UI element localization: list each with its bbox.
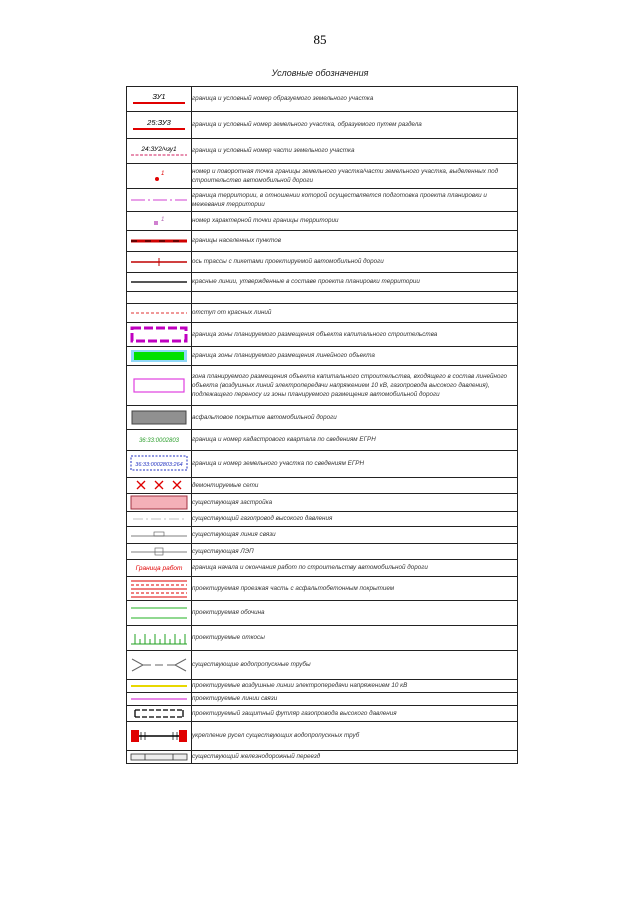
legend-description: существующая застройка	[192, 494, 518, 512]
symbol-cell	[127, 366, 192, 406]
legend-row	[127, 112, 518, 139]
symbol-cell	[127, 693, 192, 706]
projected-power-line-symbol	[127, 680, 191, 692]
legend-description: существующие водопропускные трубы	[192, 651, 518, 680]
legend-row	[127, 451, 518, 478]
legend-row	[127, 478, 518, 494]
legend-row	[127, 626, 518, 651]
legend-row	[127, 430, 518, 451]
symbol-cell	[127, 406, 192, 430]
legend-row	[127, 512, 518, 527]
symbol-label: Граница работ	[135, 565, 183, 572]
symbol-cell	[127, 680, 192, 693]
symbol-cell	[127, 231, 192, 252]
linear-zone-symbol	[127, 347, 191, 365]
symbol-cell	[127, 560, 192, 577]
symbol-cell	[127, 430, 192, 451]
symbol-cell	[127, 577, 192, 601]
works-boundary-symbol	[127, 560, 191, 576]
legend-row	[127, 751, 518, 764]
symbol-cell	[127, 478, 192, 494]
legend-row	[127, 87, 518, 112]
symbol-cell	[127, 292, 192, 304]
symbol-label: 1	[161, 217, 165, 223]
legend-description: проектируемые воздушные линии электропередачи напряжением 10 кВ	[192, 680, 518, 693]
symbol-cell	[127, 212, 192, 231]
legend-description: граница территории, в отношении которой осуществляется подготовка проекта планировки и межевания территории	[192, 189, 518, 212]
land-plot-symbol	[127, 87, 191, 111]
legend-description: проектируемая проезжая часть с асфальтобетонным покрытием	[192, 577, 518, 601]
legend-description: номер характерной точки границы территории	[192, 212, 518, 231]
symbol-cell	[127, 273, 192, 292]
territory-boundary-symbol	[127, 189, 191, 211]
legend-description: проектируемые откосы	[192, 626, 518, 651]
symbol-cell	[127, 252, 192, 273]
symbol-cell	[127, 323, 192, 347]
legend-description: существующая ЛЭП	[192, 544, 518, 560]
legend-row	[127, 722, 518, 751]
symbol-cell	[127, 544, 192, 560]
settlement-boundary-symbol	[127, 231, 191, 251]
existing-buildings-symbol	[127, 494, 191, 511]
relocation-zone-symbol	[127, 366, 191, 405]
symbol-cell	[127, 139, 192, 164]
legend-description: граница и условный номер части земельного участка	[192, 139, 518, 164]
legend-description: граница зоны планируемого размещения объекта капитального строительства	[192, 323, 518, 347]
culvert-symbol	[127, 651, 191, 679]
legend-description: существующий газопровод высокого давления	[192, 512, 518, 527]
symbol-cell	[127, 722, 192, 751]
legend-row	[127, 706, 518, 722]
plot-part-symbol	[127, 139, 191, 163]
legend-description: отступ от красных линий	[192, 304, 518, 323]
legend-row	[127, 601, 518, 626]
symbol-cell	[127, 601, 192, 626]
legend-row	[127, 252, 518, 273]
legend-description: граница начала и окончания работ по строительству автомобильной дороги	[192, 560, 518, 577]
legend-description: граница и номер земельного участка по сведениям ЕГРН	[192, 451, 518, 478]
protective-casing-symbol	[127, 706, 191, 721]
symbol-cell	[127, 189, 192, 212]
legend-description: проектируемая обочина	[192, 601, 518, 626]
legend-row	[127, 406, 518, 430]
legend-description: граница и номер кадастрового квартала по сведениям ЕГРН	[192, 430, 518, 451]
legend-row	[127, 323, 518, 347]
symbol-cell	[127, 706, 192, 722]
legend-description: существующий железнодорожный переезд	[192, 751, 518, 764]
legend-description: проектируемые линии связи	[192, 693, 518, 706]
legend-row	[127, 189, 518, 212]
legend-row	[127, 273, 518, 292]
legend-row	[127, 366, 518, 406]
power-line-symbol	[127, 544, 191, 559]
turning-point-symbol	[127, 164, 191, 188]
legend-description: граница и условный номер образуемого земельного участка	[192, 87, 518, 112]
symbol-cell	[127, 527, 192, 544]
dismantled-network-symbol	[127, 478, 191, 493]
legend-row	[127, 494, 518, 512]
symbol-cell	[127, 112, 192, 139]
symbol-label: 24:ЗУ2/чзу1	[141, 146, 177, 153]
symbol-cell	[127, 512, 192, 527]
symbol-cell	[127, 494, 192, 512]
legend-description: укрепление русел существующих водопропускных труб	[192, 722, 518, 751]
symbol-label: ЗУ1	[152, 92, 166, 101]
symbol-cell	[127, 304, 192, 323]
legend-row	[127, 560, 518, 577]
symbol-label: 25:ЗУ3	[147, 118, 171, 127]
legend-description: граница зоны планируемого размещения линейного объекта	[192, 347, 518, 366]
symbol-cell	[127, 347, 192, 366]
legend-row	[127, 347, 518, 366]
symbol-cell	[127, 451, 192, 478]
legend-description: красные линии, утвержденные в составе проекта планировки территории	[192, 273, 518, 292]
legend-description: существующая линия связи	[192, 527, 518, 544]
legend-description: ось трассы с пикетами проектируемой автомобильной дороги	[192, 252, 518, 273]
symbol-cell	[127, 626, 192, 651]
egrn-plot-symbol	[127, 451, 191, 477]
symbol-label: 36:33:0002803:264	[135, 462, 183, 468]
capital-zone-symbol	[127, 323, 191, 346]
legend-row	[127, 651, 518, 680]
legend-row	[127, 212, 518, 231]
symbol-cell	[127, 87, 192, 112]
legend-description: граница и условный номер земельного участка, образуемого путем раздела	[192, 112, 518, 139]
red-line-symbol	[127, 273, 191, 291]
territory-point-symbol	[127, 212, 191, 230]
channel-reinforcement-symbol	[127, 722, 191, 750]
legend-description: демонтируемые сети	[192, 478, 518, 494]
legend-row	[127, 527, 518, 544]
cadastral-quarter-symbol	[127, 430, 191, 450]
shoulder-symbol	[127, 601, 191, 625]
red-line-offset-symbol	[127, 304, 191, 322]
legend-description: границы населенных пунктов	[192, 231, 518, 252]
symbol-label: 36:33:0002803	[138, 438, 180, 444]
asphalt-symbol	[127, 406, 191, 429]
legend-title: Условные обозначения	[271, 68, 369, 78]
road-axis-symbol	[127, 252, 191, 272]
symbol-cell	[127, 751, 192, 764]
slopes-symbol	[127, 626, 191, 650]
legend-row	[127, 139, 518, 164]
legend-table	[126, 86, 518, 764]
legend-description: зона планируемого размещения объекта капитального строительства, входящего в состав линейного объекта (воздушных линий электропередачи напряжением 10 кВ, газопровода высокого давления), подлежащего переносу из зоны планируемого размещения автомобильной дороги	[192, 366, 518, 406]
legend-description	[192, 292, 518, 304]
legend-row	[127, 577, 518, 601]
gas-pipeline-symbol	[127, 512, 191, 526]
legend-row	[127, 164, 518, 189]
legend-description: асфальтовое покрытие автомобильной дороги	[192, 406, 518, 430]
railway-crossing-symbol	[127, 751, 191, 763]
legend-description: проектируемый защитный футляр газопровода высокого давления	[192, 706, 518, 722]
split-plot-symbol	[127, 112, 191, 138]
legend-row	[127, 304, 518, 323]
page-number: 85	[313, 32, 327, 47]
legend-row	[127, 693, 518, 706]
legend-row	[127, 544, 518, 560]
communication-line-symbol	[127, 527, 191, 543]
legend-description: номер и поворотная точка границы земельного участка/части земельного участка, выделенных под строительство автомобильной дороги	[192, 164, 518, 189]
symbol-label: 1	[161, 171, 165, 177]
projected-comm-line-symbol	[127, 693, 191, 705]
legend-row	[127, 680, 518, 693]
carriageway-symbol	[127, 577, 191, 600]
legend-row	[127, 292, 518, 304]
symbol-cell	[127, 164, 192, 189]
symbol-cell	[127, 651, 192, 680]
legend-row	[127, 231, 518, 252]
